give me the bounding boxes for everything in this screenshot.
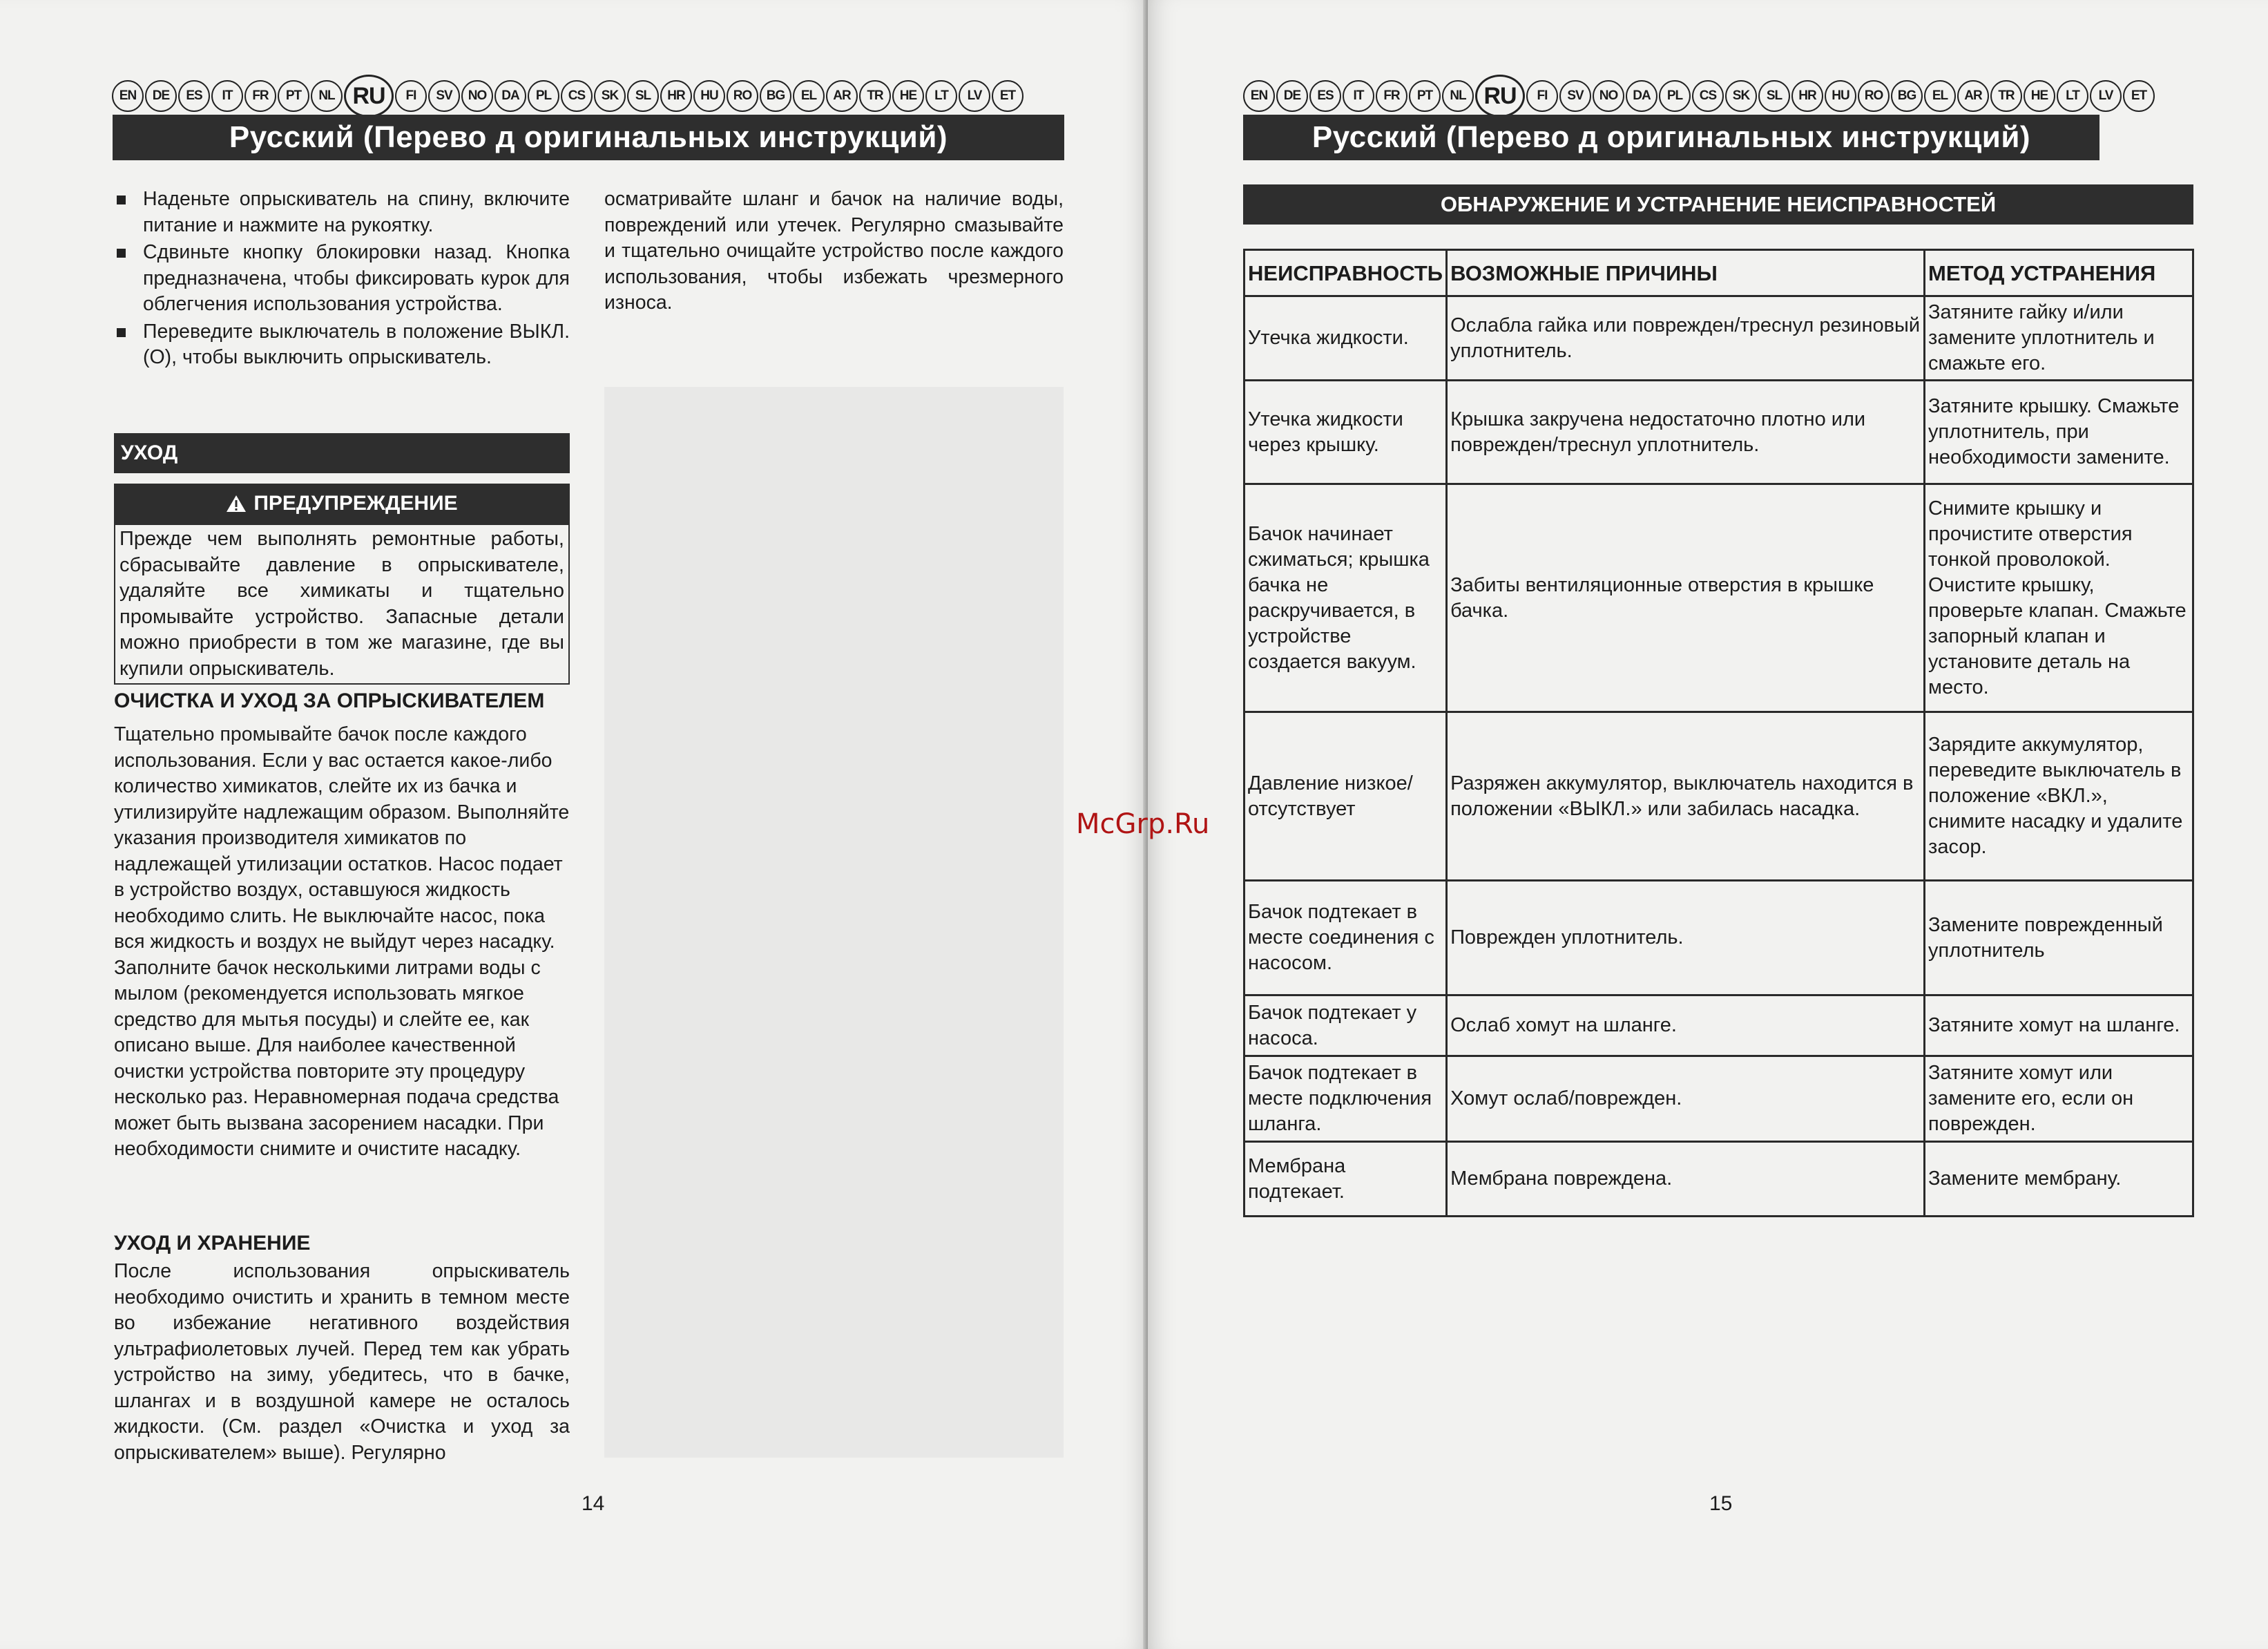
page-title-bar bbox=[113, 115, 1064, 160]
language-badge-it: IT bbox=[1343, 80, 1374, 112]
language-badge-hr: HR bbox=[660, 80, 692, 112]
solution-cell: Затяните хомут или замените его, если он поврежден. bbox=[1925, 1056, 2193, 1142]
language-badge-lt: LT bbox=[2057, 80, 2088, 112]
instruction-bullets bbox=[114, 187, 570, 372]
language-selector bbox=[112, 75, 1024, 117]
cause-cell: Мембрана повреждена. bbox=[1447, 1142, 1925, 1217]
bullet-item: Наденьте опрыскиватель на спину, включите питание и нажмите на рукоятку. bbox=[114, 187, 570, 238]
cause-cell: Забиты вентиляционные отверстия в крышке бачка. bbox=[1447, 484, 1925, 712]
column-two-text: осматривайте шланг и бачок на наличие воды, повреждений или утечек. Регулярно смазывайте и тщательно очищайте устройство после каждого использования, чтобы избежать чрезмерного износа. bbox=[604, 188, 1064, 314]
problem-cell: Бачок подтекает в месте соединения с насосом. bbox=[1244, 881, 1447, 995]
troubleshooting-table bbox=[1243, 249, 2194, 1217]
language-badge-ru: RU bbox=[1475, 75, 1525, 117]
watermark: McGrp.Ru bbox=[1076, 808, 1210, 840]
language-badge-nl: NL bbox=[1442, 80, 1474, 112]
solution-cell: Затяните гайку и/или замените уплотнитель и смажьте его. bbox=[1925, 296, 2193, 381]
language-badge-lv: LV bbox=[959, 80, 990, 112]
language-badge-fi: FI bbox=[1526, 80, 1558, 112]
problem-cell: Давление низкое/ отсутствует bbox=[1244, 712, 1447, 881]
language-badge-sv: SV bbox=[1559, 80, 1591, 112]
cleaning-heading: ОЧИСТКА И УХОД ЗА ОПРЫСКИВАТЕЛЕМ bbox=[114, 689, 545, 712]
cause-cell: Поврежден уплотнитель. bbox=[1447, 881, 1925, 995]
cause-cell: Ослабла гайка или поврежден/треснул резиновый уплотнитель. bbox=[1447, 296, 1925, 381]
page-number: 15 bbox=[1709, 1492, 1733, 1515]
table-row bbox=[1244, 881, 2193, 995]
language-badge-ru: RU bbox=[344, 75, 394, 117]
table-row bbox=[1244, 484, 2193, 712]
solution-cell: Зарядите аккумулятор, переведите выключатель в положение «ВКЛ.», снимите насадку и удалите засор. bbox=[1925, 712, 2193, 881]
cause-cell: Крышка закручена недостаточно плотно или поврежден/треснул уплотнитель. bbox=[1447, 381, 1925, 484]
language-badge-lv: LV bbox=[2090, 80, 2122, 112]
column-header-cause: ВОЗМОЖНЫЕ ПРИЧИНЫ bbox=[1447, 250, 1925, 296]
warning-text: Прежде чем выполнять ремонтные работы, сбрасывайте давление в опрыскивателе, удаляйте все химикаты и тщательно промывайте устройство. Запасные детали можно приобрести в том же магазине, где вы купили опрыскиватель. bbox=[114, 524, 570, 685]
table-row bbox=[1244, 381, 2193, 484]
language-badge-el: EL bbox=[1924, 80, 1956, 112]
language-badge-no: NO bbox=[461, 80, 493, 112]
storage-heading: УХОД И ХРАНЕНИЕ bbox=[114, 1232, 311, 1255]
table-row bbox=[1244, 296, 2193, 381]
language-badge-it: IT bbox=[211, 80, 243, 112]
language-badge-en: EN bbox=[112, 80, 144, 112]
warning-heading: ПРЕДУПРЕЖДЕНИЕ bbox=[114, 484, 570, 524]
language-badge-sl: SL bbox=[1758, 80, 1790, 112]
language-badge-de: DE bbox=[1276, 80, 1308, 112]
language-badge-he: HE bbox=[2024, 80, 2055, 112]
language-badge-el: EL bbox=[793, 80, 825, 112]
language-badge-hr: HR bbox=[1791, 80, 1823, 112]
cause-cell: Разряжен аккумулятор, выключатель находится в положении «ВЫКЛ.» или забилась насадка. bbox=[1447, 712, 1925, 881]
problem-cell: Бачок подтекает у насоса. bbox=[1244, 995, 1447, 1056]
language-badge-es: ES bbox=[178, 80, 210, 112]
language-badge-sk: SK bbox=[1725, 80, 1757, 112]
language-badge-tr: TR bbox=[1990, 80, 2022, 112]
table-row bbox=[1244, 712, 2193, 881]
cleaning-text: Тщательно промывайте бачок после каждого использования. Если у вас остается какое-либо количество химикатов, слейте их из бачка и утилизируйте надлежащим образом. Выполняйте указания производителя химикатов по надлежащей утилизации остатков. Насос подает в устройство воздух, оставшуюся жидкость необходимо слить. Не выключайте насос, пока вся жидкость и воздух не выйдут через насадку. Заполните бачок несколькими литрами воды с мылом (рекомендуется использовать мягкое средство для мытья посуды) и слейте ее, как описано выше. Для наиболее качественной очистки устройства повторите эту процедуру несколько раз. Неравномерная подача средства может быть вызвана засорением насадки. При необходимости снимите и очистите насадку. bbox=[114, 723, 570, 1160]
language-badge-sl: SL bbox=[627, 80, 659, 112]
language-badge-he: HE bbox=[892, 80, 924, 112]
page-title: Русский (Перево д оригинальных инструкций) bbox=[229, 120, 948, 154]
column-header-solution: МЕТОД УСТРАНЕНИЯ bbox=[1925, 250, 2193, 296]
language-badge-ro: RO bbox=[727, 80, 758, 112]
column-header-problem: НЕИСПРАВНОСТЬ bbox=[1244, 250, 1447, 296]
language-badge-pt: PT bbox=[278, 80, 309, 112]
language-badge-ro: RO bbox=[1858, 80, 1890, 112]
language-badge-bg: BG bbox=[1891, 80, 1923, 112]
storage-text: После использования опрыскиватель необходимо очистить и хранить в темном месте во избежание негативного воздействия ультрафиолетовых лучей. Перед тем как убрать устройство на зиму, убедитесь, что в бачке, шлангах и в воздушной камере не осталось жидкости. (См. раздел «Очистка и уход за опрыскивателем» выше). Регулярно bbox=[114, 1260, 570, 1464]
language-badge-cs: CS bbox=[1692, 80, 1724, 112]
problem-cell: Бачок начинает сжиматься; крышка бачка не раскручивается, в устройстве создается вакуум. bbox=[1244, 484, 1447, 712]
table-row bbox=[1244, 1142, 2193, 1217]
language-badge-et: ET bbox=[992, 80, 1024, 112]
language-badge-fi: FI bbox=[395, 80, 427, 112]
language-badge-lt: LT bbox=[925, 80, 957, 112]
solution-cell: Замените поврежденный уплотнитель bbox=[1925, 881, 2193, 995]
language-selector bbox=[1243, 75, 2155, 117]
language-badge-pt: PT bbox=[1409, 80, 1441, 112]
page-title-bar bbox=[1243, 115, 2099, 160]
solution-cell: Затяните крышку. Смажьте уплотнитель, при необходимости замените. bbox=[1925, 381, 2193, 484]
language-badge-es: ES bbox=[1309, 80, 1341, 112]
language-badge-tr: TR bbox=[859, 80, 891, 112]
page-number: 14 bbox=[582, 1492, 605, 1515]
cause-cell: Хомут ослаб/поврежден. bbox=[1447, 1056, 1925, 1142]
language-badge-bg: BG bbox=[760, 80, 791, 112]
language-badge-ar: AR bbox=[1957, 80, 1989, 112]
language-badge-hu: HU bbox=[1825, 80, 1856, 112]
problem-cell: Утечка жидкости через крышку. bbox=[1244, 381, 1447, 484]
problem-cell: Мембрана подтекает. bbox=[1244, 1142, 1447, 1217]
language-badge-et: ET bbox=[2123, 80, 2155, 112]
language-badge-pl: PL bbox=[528, 80, 559, 112]
bullet-item: Переведите выключатель в положение ВЫКЛ. (O), чтобы выключить опрыскиватель. bbox=[114, 319, 570, 371]
language-badge-no: NO bbox=[1593, 80, 1624, 112]
language-badge-en: EN bbox=[1243, 80, 1275, 112]
solution-cell: Замените мембрану. bbox=[1925, 1142, 2193, 1217]
problem-cell: Бачок подтекает в месте подключения шланга. bbox=[1244, 1056, 1447, 1142]
language-badge-pl: PL bbox=[1659, 80, 1691, 112]
language-badge-fr: FR bbox=[244, 80, 276, 112]
language-badge-da: DA bbox=[1626, 80, 1657, 112]
language-badge-de: DE bbox=[145, 80, 177, 112]
language-badge-sk: SK bbox=[594, 80, 626, 112]
care-heading: УХОД bbox=[114, 433, 570, 473]
language-badge-sv: SV bbox=[428, 80, 460, 112]
language-badge-da: DA bbox=[494, 80, 526, 112]
table-row bbox=[1244, 1056, 2193, 1142]
language-badge-hu: HU bbox=[693, 80, 725, 112]
language-badge-nl: NL bbox=[311, 80, 343, 112]
troubleshooting-title: ОБНАРУЖЕНИЕ И УСТРАНЕНИЕ НЕИСПРАВНОСТЕЙ bbox=[1243, 184, 2193, 225]
bullet-item: Сдвиньте кнопку блокировки назад. Кнопка предназначена, чтобы фиксировать курок для облегчения использования устройства. bbox=[114, 240, 570, 318]
warning-icon bbox=[226, 495, 247, 513]
solution-cell: Затяните хомут на шланге. bbox=[1925, 995, 2193, 1056]
problem-cell: Утечка жидкости. bbox=[1244, 296, 1447, 381]
language-badge-ar: AR bbox=[826, 80, 858, 112]
page-title: Русский (Перево д оригинальных инструкций) bbox=[1311, 120, 2031, 154]
table-row bbox=[1244, 995, 2193, 1056]
language-badge-fr: FR bbox=[1376, 80, 1407, 112]
cause-cell: Ослаб хомут на шланге. bbox=[1447, 995, 1925, 1056]
language-badge-cs: CS bbox=[561, 80, 593, 112]
solution-cell: Снимите крышку и прочистите отверстия тонкой проволокой. Очистите крышку, проверьте клапан. Смажьте запорный клапан и установите деталь на место. bbox=[1925, 484, 2193, 712]
